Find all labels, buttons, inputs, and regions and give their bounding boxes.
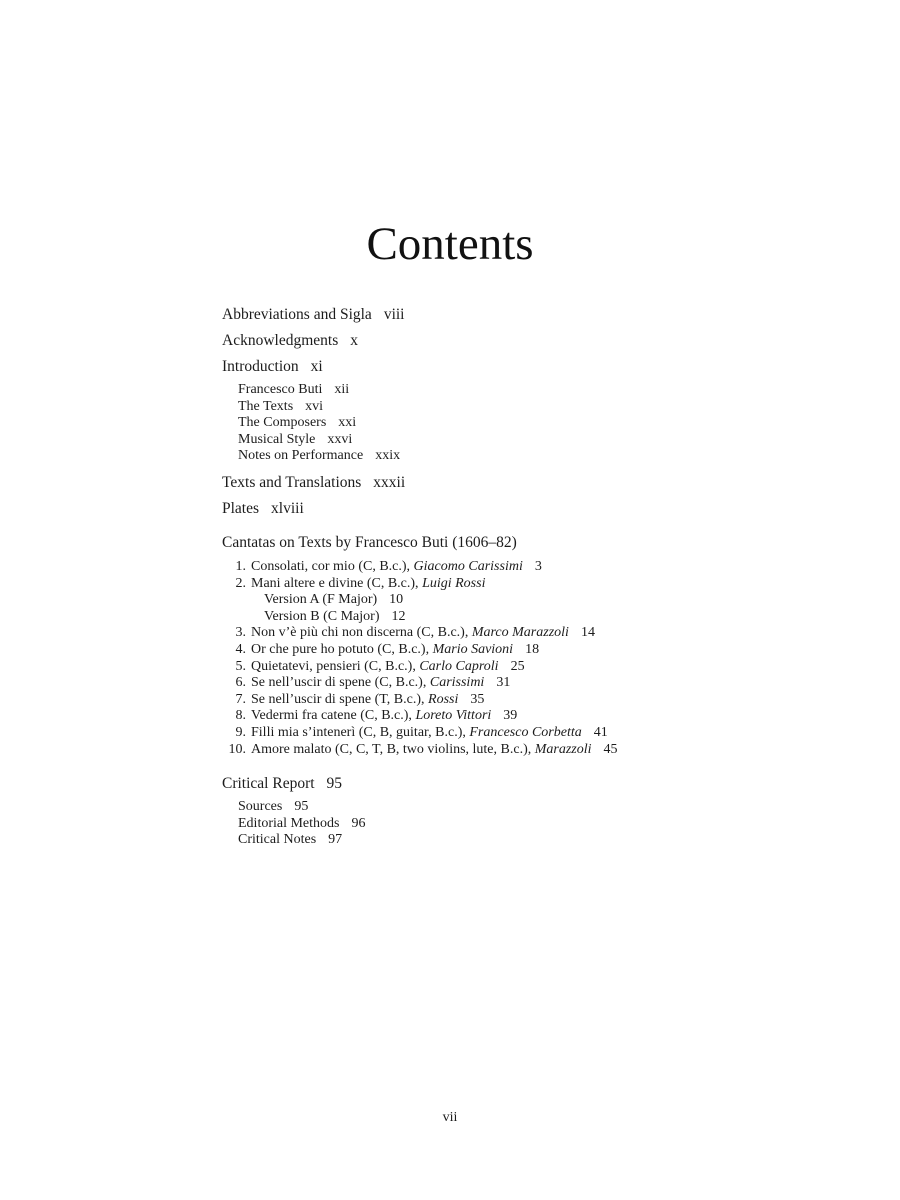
entry-composer: Luigi Rossi [422,575,486,591]
entry-number: 6. [235,675,246,691]
toc-entry [222,332,870,349]
toc-entry [222,625,870,642]
toc-entry [222,500,870,517]
toc-entry [222,775,870,792]
folio-page-number: vii [442,1110,458,1125]
entry-page-number: 35 [470,691,485,707]
toc-entry [222,382,870,399]
entry-page-number: xxxii [373,473,406,491]
toc-entry [222,399,870,416]
toc-entry [222,559,870,576]
entry-title: Acknowledgments [222,332,339,349]
entry-page-number: 95 [294,799,309,815]
entry-title: Version A (F Major) [264,592,378,608]
toc-entry [222,358,870,375]
toc-entry [222,306,870,323]
entry-page-number: 25 [510,658,525,674]
toc-entry [222,642,870,659]
toc-entry [222,609,870,626]
entry-page-number: xxi [338,415,357,431]
toc-entry [222,692,870,709]
entry-number: 9. [235,724,246,740]
entry-composer: Mario Savioni [432,641,514,657]
entry-title: Musical Style [238,431,316,447]
entry-page-number: 39 [503,708,518,724]
entry-title: Editorial Methods [238,815,340,831]
entry-page-number: 31 [496,675,511,691]
entry-page-number: x [350,332,358,349]
entry-title: Francesco Buti [238,382,323,397]
entry-page-number: 95 [326,775,343,793]
toc-entry [222,816,870,833]
entry-title: Mani altere e divine (C, B.c.), [251,575,423,591]
entry-page-number: xvi [305,398,324,414]
entry-title: Quietatevi, pensieri (C, B.c.), [251,658,420,674]
toc-entry [222,576,870,593]
entry-title: Introduction [222,358,299,375]
toc-entry [222,708,870,725]
entry-page-number: xxix [375,448,401,464]
entry-title: Consolati, cor mio (C, B.c.), [251,558,414,574]
toc-entry [222,659,870,676]
entry-title: Sources [238,799,283,815]
entry-page-number: xlviii [271,499,304,517]
entry-title: Filli mia s’intenerì (C, B, guitar, B.c.), [251,724,470,740]
entry-title: Se nell’uscir di spene (T, B.c.), [251,691,429,707]
entry-number: 5. [235,658,246,674]
toc-entry [222,534,870,551]
entry-page-number: 45 [603,741,618,757]
toc-entry [222,474,870,491]
toc-entry [222,832,870,849]
entry-composer: Marazzoli [534,741,592,757]
entry-title: The Texts [238,398,294,414]
entry-title: Critical Notes [238,832,317,848]
entry-title: Or che pure ho potuto (C, B.c.), [251,641,433,657]
entry-title: Cantatas on Texts by Francesco Buti (1606–82) [222,533,517,551]
entry-title: The Composers [238,415,327,431]
entry-composer: Rossi [428,691,459,707]
entry-page-number: 12 [391,608,406,624]
table-of-contents [222,297,870,849]
entry-page-number: xxvi [327,431,353,447]
entry-page-number: 18 [525,641,540,657]
toc-entry [222,675,870,692]
toc-entry [222,725,870,742]
entry-number: 3. [235,625,246,641]
entry-number: 4. [235,641,246,657]
entry-number: 8. [235,708,246,724]
entry-page-number: xi [310,358,323,375]
entry-page-number: viii [383,306,405,323]
entry-composer: Carlo Caproli [419,658,499,674]
entry-page-number: 3 [534,558,542,574]
entry-page-number: xii [334,382,350,397]
entry-page-number: 97 [328,832,343,848]
toc-entry [222,592,870,609]
toc-entry [222,448,870,465]
toc-entry [222,742,870,759]
entry-composer: Francesco Corbetta [469,724,582,740]
entry-composer: Carissimi [429,675,485,691]
entry-title: Non v’è più chi non discerna (C, B.c.), [251,625,472,641]
entry-page-number: 96 [351,815,366,831]
entry-composer: Loreto Vittori [415,708,492,724]
entry-title: Plates [222,499,260,517]
entry-number: 1. [235,558,246,574]
entry-title: Abbreviations and Sigla [222,306,372,323]
entry-title: Critical Report [222,775,315,793]
entry-page-number: 10 [389,592,404,608]
entry-page-number: 41 [593,724,608,740]
entry-title: Vedermi fra catene (C, B.c.), [251,708,416,724]
entry-title: Amore malato (C, C, T, B, two violins, lute, B.c.), [251,741,535,757]
entry-title: Texts and Translations [222,473,362,491]
entry-title: Version B (C Major) [264,608,380,624]
entry-composer: Marco Marazzoli [471,625,569,641]
toc-entry [222,432,870,449]
entry-number: 10. [228,741,246,757]
page-title: Contents [366,218,534,271]
entry-number: 7. [235,691,246,707]
entry-number: 2. [235,575,246,591]
entry-composer: Giacomo Carissimi [413,558,523,574]
toc-entry [222,415,870,432]
entry-page-number: 14 [580,625,595,641]
toc-entry [222,799,870,816]
entry-title: Se nell’uscir di spene (C, B.c.), [251,675,430,691]
entry-title: Notes on Performance [238,448,364,464]
